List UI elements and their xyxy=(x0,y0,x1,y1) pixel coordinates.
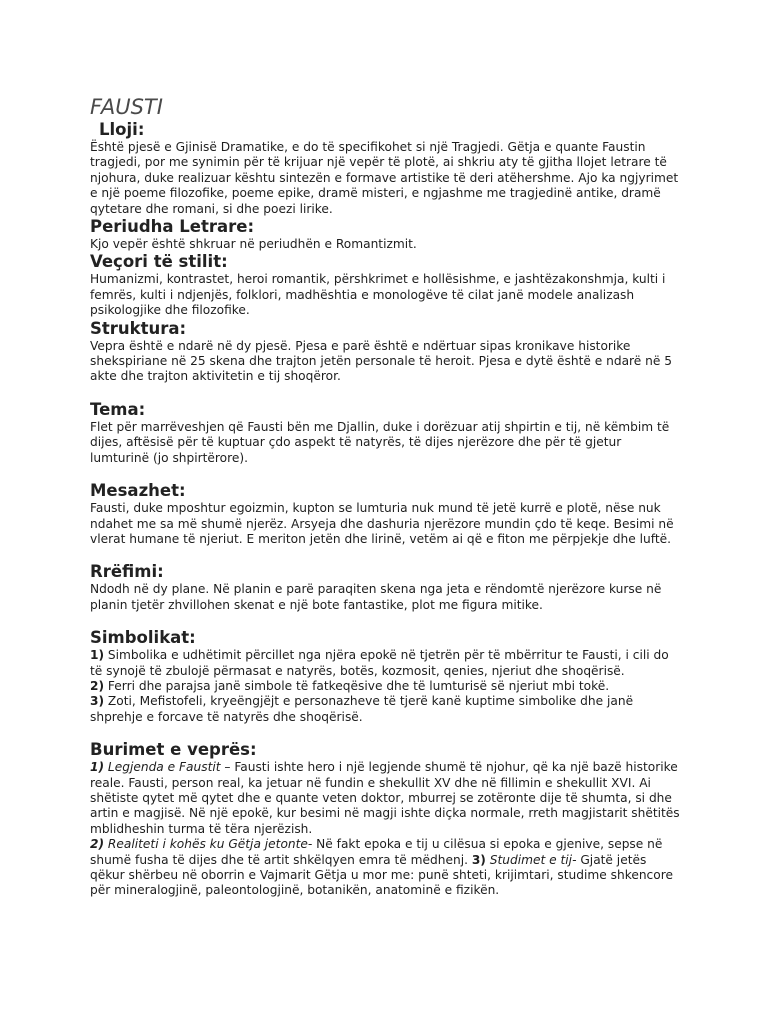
paragraph-lloji: Është pjesë e Gjinisë Dramatike, e do të specifikohet si një Tragjedi. Gëtja e quante Faustin tragjedi, por me synimin për të krijuar një vepër të plotë, ai shkriu aty të gjitha llojet letrare të njohura, duke realizuar kështu sintezën e formave artistike të deri atëhershme. Ajo ka ngjyrimet e një poeme filozofike, poeme epike, dramë misteri, e ngjashme me tragjedinë antike, dramë qytetare dhe romani, si dhe poezi lirike. xyxy=(90,140,679,216)
list-item-simbolika-3 xyxy=(90,694,680,725)
document-title: FAUSTI xyxy=(90,95,163,119)
paragraph-burimet-1 xyxy=(90,760,680,837)
item-number: 1) xyxy=(90,648,105,663)
document-content xyxy=(90,94,680,899)
heading-struktura: Struktura: xyxy=(90,318,187,338)
list-item-simbolika-2 xyxy=(90,679,680,694)
paragraph-rrefimi: Ndodh në dy plane. Në planin e parë paraqiten skena nga jeta e rëndomtë njerëzore kurse në planin tjetër zhvillohen skenat e një bote fantastike, plot me figura mitike. xyxy=(90,582,662,612)
heading-vecori: Veçori të stilit: xyxy=(90,252,228,272)
item-number: 1) xyxy=(90,760,105,775)
heading-rrefimi: Rrëfimi: xyxy=(90,562,164,582)
source-title: Realiteti i kohës ku Gëtja jetonte- xyxy=(104,837,313,852)
list-item-simbolika-1 xyxy=(90,648,680,679)
item-text: Simbolika e udhëtimit përcillet nga njëra epokë në tjetrën për të mbërritur te Fausti, i cili do të synojë të zbulojë përmasat e natyrës, botës, kozmosit, qenies, njeriut dhe shoqërisë. xyxy=(90,648,669,678)
paragraph-mesazhet: Fausti, duke mposhtur egoizmin, kupton se lumturia nuk mund të jetë kurrë e plotë, nëse nuk ndahet me sa më shumë njerëz. Arsyeja dhe dashuria njerëzore mundin çdo të keqe. Besimi në vlerat humane të njeriut. E meriton jetën dhe lirinë, vetëm ai që e fiton me përpjekje dhe luftë. xyxy=(90,501,674,546)
heading-simbolikat: Simbolikat: xyxy=(90,628,196,648)
paragraph-vecori: Humanizmi, kontrastet, heroi romantik, përshkrimet e hollësishme, e jashtëzakonshmja, kulti i femrës, kulti i ndjenjës, folklori, madhështia e monologëve të cilat janë modele analizash psikologjike dhe filozofike. xyxy=(90,272,666,318)
paragraph-periudha: Kjo vepër është shkruar në periudhën e Romantizmit. xyxy=(90,237,417,252)
heading-burimet: Burimet e veprës: xyxy=(90,740,257,760)
source-text: Gjatë jetës qëkur shërbeu në oborrin e Vajmarit Gëtja u mor me: punë shteti, krijimtari, studime shkencore për mineralogjinë, paleontologjinë, botanikën, anatominë e fizikën. xyxy=(90,852,673,898)
item-number: 2) xyxy=(90,678,105,693)
item-text: Zoti, Mefistofeli, kryeëngjëjt e personazheve të tjerë kanë kuptime simbolike dhe janë shprehje e forcave të natyrës dhe shoqërisë. xyxy=(90,694,634,724)
source-text: Në fakt epoka e tij u cilësua si epoka e gjenive, sepse në shumë fusha të dijes dhe të artit shkëlqyen emra të mëdhenj. xyxy=(90,837,663,867)
heading-periudha: Periudha Letrare: xyxy=(90,217,255,237)
source-text: – Fausti ishte hero i një legjende shumë të njohur, që ka një bazë historike reale. Fausti, person real, ka jetuar në fundin e shekullit XV dhe në fillimin e shekullit XVI. Ai shëtiste qytet më qytet dhe e quante veten doktor, mburrej se zotëronte dije të shumta, si dhe artin e magjisë. Në një epokë, kur besimi në magji ishte diçka normale, rreth magjistarit shëtitës mblidheshin turma të tëra njerëzish. xyxy=(90,760,680,836)
paragraph-tema: Flet për marrëveshjen që Fausti bën me Djallin, duke i dorëzuar atij shpirtin e tij, në këmbim të dijes, aftësisë për të kuptuar çdo aspekt të natyrës, të dijes njerëzore dhe për të gjetur lumturinë (jo shpirtërore). xyxy=(90,419,670,465)
item-number: 2) xyxy=(90,837,105,852)
heading-tema: Tema: xyxy=(90,399,146,419)
source-title: Legjenda e Faustit xyxy=(104,760,221,775)
paragraph-struktura: Vepra është e ndarë në dy pjesë. Pjesa e parë është e ndërtuar sipas kronikave historike shekspiriane në 25 skena dhe trajton jetën personale të heroit. Pjesa e dytë është e ndarë në 5 akte dhe trajton aktivitetin e tij shoqëror. xyxy=(90,338,673,384)
source-title: Studimet e tij- xyxy=(485,852,577,867)
item-number: 3) xyxy=(90,694,105,709)
item-text: Ferri dhe parajsa janë simbole të fatkeqësive dhe të lumturisë së njeriut mbi tokë. xyxy=(104,678,610,693)
paragraph-burimet-2 xyxy=(90,837,680,899)
heading-lloji: Lloji: xyxy=(99,120,145,139)
heading-mesazhet: Mesazhet: xyxy=(90,481,186,501)
item-number: 3) xyxy=(471,852,486,867)
